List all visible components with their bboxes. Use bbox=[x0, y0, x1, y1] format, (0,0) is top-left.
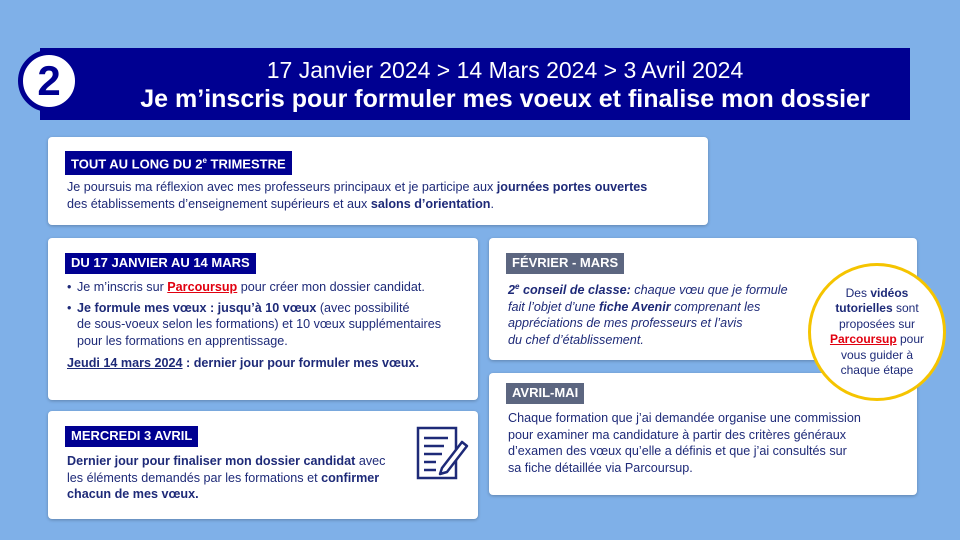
text: chaque vœu que je formule bbox=[630, 283, 788, 298]
text-line: Chaque formation que j’ai demandée organise une commission bbox=[508, 411, 861, 425]
card-trimestre bbox=[48, 137, 708, 225]
list-item bbox=[67, 279, 477, 296]
tag-trimestre bbox=[65, 151, 292, 175]
step-number: 2 bbox=[18, 50, 80, 112]
deadline-date: Jeudi 14 mars 2024 bbox=[67, 356, 183, 370]
janvier-text bbox=[67, 279, 477, 372]
bold-text: : dernier jour pour formuler mes vœux. bbox=[182, 356, 420, 370]
text: . bbox=[490, 196, 494, 211]
tag-text-end: TRIMESTRE bbox=[206, 156, 286, 172]
bold-text: journées portes ouvertes bbox=[496, 180, 648, 194]
text: avec bbox=[355, 454, 386, 468]
tag-sup: e bbox=[202, 156, 207, 165]
bold-text: Je formule mes vœux : jusqu’à 10 vœux bbox=[77, 300, 317, 315]
card-3-avril bbox=[48, 411, 478, 519]
avril3-text bbox=[67, 453, 417, 503]
text-line: pour examiner ma candidature à partir des critères généraux bbox=[508, 427, 847, 442]
janvier-list bbox=[67, 279, 477, 349]
text: pour créer mon dossier candidat. bbox=[237, 280, 425, 294]
document-edit-icon bbox=[414, 424, 470, 484]
text: de sous-voeux selon les formations) et 10 vœux supplémentaires bbox=[77, 317, 441, 331]
text: (avec possibilité bbox=[316, 300, 410, 315]
video-tutorial-note bbox=[808, 263, 946, 401]
header-title: Je m’inscris pour formuler mes voeux et finalise mon dossier bbox=[140, 85, 870, 113]
parcoursup-link[interactable]: Parcoursup bbox=[829, 332, 897, 346]
text: appréciations de mes professeurs et l’avis bbox=[508, 316, 743, 331]
bold-text: chacun de mes vœux. bbox=[67, 487, 199, 501]
parcoursup-link[interactable]: Parcoursup bbox=[167, 280, 238, 294]
tag-fevrier: FÉVRIER - MARS bbox=[506, 253, 624, 274]
bold-text: confirmer bbox=[321, 470, 380, 485]
text: comprenant les bbox=[670, 299, 761, 314]
text: sont proposées sur bbox=[838, 301, 919, 331]
text: 2 bbox=[508, 283, 516, 298]
tag-3-avril: MERCREDI 3 AVRIL bbox=[65, 426, 198, 447]
avrilmai-text bbox=[508, 410, 908, 476]
text: pour les formations en apprentissage. bbox=[77, 333, 288, 348]
tag-janvier: DU 17 JANVIER AU 14 MARS bbox=[65, 253, 256, 274]
list-item bbox=[67, 300, 477, 350]
text: des établissements d’enseignement supérieurs et aux bbox=[67, 196, 371, 211]
bold-text: salons d’orientation bbox=[370, 196, 491, 211]
bold-text: vidéos tutorielles bbox=[835, 285, 909, 315]
text: Des bbox=[845, 285, 871, 300]
fevrier-text bbox=[508, 279, 828, 348]
text: pour vous guider à chaque étape bbox=[840, 332, 925, 377]
header-banner bbox=[40, 48, 910, 120]
tag-avril-mai: AVRIL-MAI bbox=[506, 383, 584, 404]
header-dates: 17 Janvier 2024 > 14 Mars 2024 > 3 Avril 2024 bbox=[266, 57, 744, 83]
bold-text: Dernier jour pour finaliser mon dossier candidat bbox=[67, 454, 356, 468]
text: les éléments demandés par les formations et bbox=[67, 470, 322, 485]
card-janvier-mars bbox=[48, 238, 478, 400]
trimestre-text bbox=[67, 179, 697, 212]
text: Je m’inscris sur bbox=[77, 280, 168, 294]
text-line: sa fiche détaillée via Parcoursup. bbox=[508, 460, 693, 475]
text: du chef d’établissement. bbox=[508, 332, 644, 347]
sup-text: e bbox=[515, 282, 520, 291]
tag-text: TOUT AU LONG DU 2 bbox=[71, 156, 203, 172]
bold-text: fiche Avenir bbox=[599, 299, 671, 314]
text-line: d’examen des vœux qu’elle a définis et que j’ai consultés sur bbox=[508, 444, 847, 458]
bold-text: conseil de classe: bbox=[519, 283, 631, 298]
text: fait l’objet d’une bbox=[508, 299, 600, 314]
text: Je poursuis ma réflexion avec mes professeurs principaux et je participe aux bbox=[67, 180, 497, 194]
